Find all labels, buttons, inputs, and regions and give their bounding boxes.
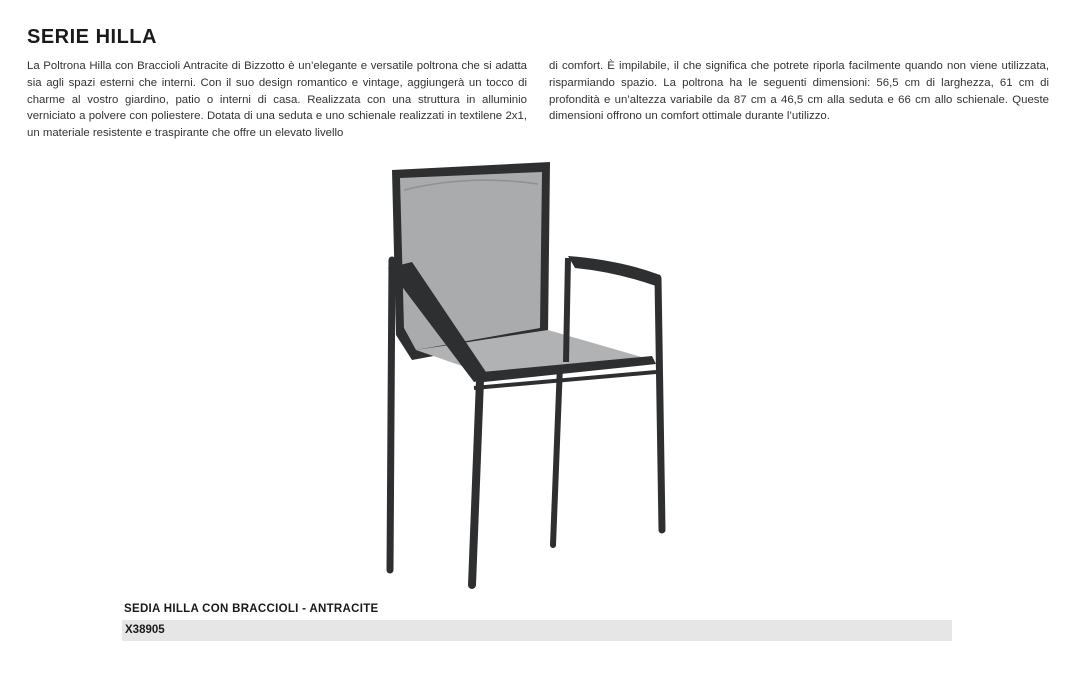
- product-image-chair: [370, 150, 690, 590]
- page-title: SERIE HILLA: [27, 26, 157, 48]
- chair-armrest-right: [568, 256, 660, 286]
- chair-back-leg-left: [390, 260, 392, 570]
- chair-back-leg-right: [553, 365, 560, 545]
- chair-backrest-fabric: [400, 172, 542, 350]
- chair-front-leg-left: [472, 380, 480, 585]
- product-code: X38905: [125, 624, 165, 636]
- chair-front-leg-right: [658, 278, 662, 530]
- description-column-right: di comfort. È impilabile, il che significa che potrete riporla facilmente quando non viene utilizzata, risparmiando spazio. La poltrona ha le seguenti dimensioni: 56,5 cm di larghezza, 61 cm di profondità e un’altezza variabile da 87 cm a 46,5 cm alla seduta e 66 cm allo schienale. Queste dimensioni offrono un comfort ottimale durante l’utilizzo.: [549, 60, 1049, 123]
- product-code-band: [122, 620, 952, 641]
- description-column-left: La Poltrona Hilla con Braccioli Antracite di Bizzotto è un’elegante e versatile poltrona che si adatta sia agli spazi esterni che interni. Con il suo design romantico e vintage, aggiungerà un tocco di charme al vostro giardino, patio o interni di casa. Realizzata con una struttura in alluminio verniciato a polvere con poliestere. Dotata di una seduta e uno schienale realizzati in textilene 2x1, un materiale resistente e traspirante che offre un elevato livello: [27, 60, 527, 140]
- product-name: SEDIA HILLA CON BRACCIOLI - ANTRACITE: [124, 603, 379, 615]
